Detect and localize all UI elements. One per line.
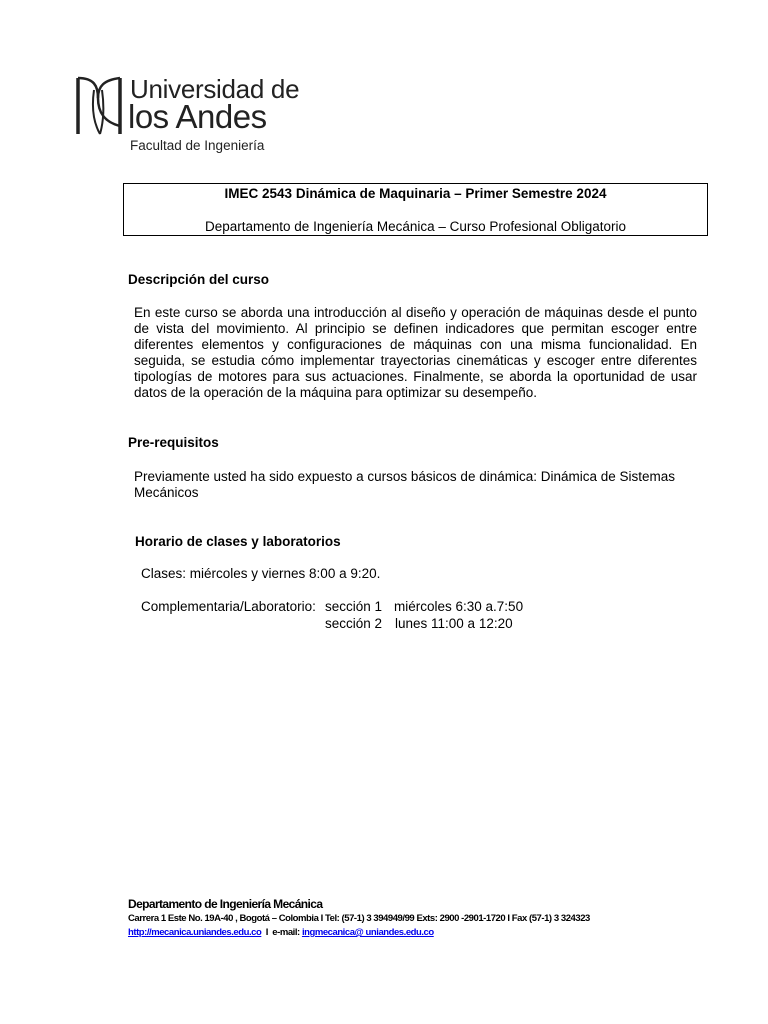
lab-section-2: sección 2 [325,616,383,631]
lab-section-1-time: miércoles 6:30 a.7:50 [394,599,524,614]
lab-section-1: sección 1 [325,599,383,614]
logo-university-name: Universidad de [130,74,300,104]
footer-email-link[interactable]: ingmecanica@ uniandes.edu.co [301,927,434,938]
uniandes-shield-icon [74,76,124,136]
description-text: En este curso se aborda una introducción al diseño y operación de máquinas desde el punto de vista del movimiento. Al principio se definen indicadores que permitan escoger entre diferentes elementos y configuraciones de máquinas con una misma funcionalidad. En seguida, se estudia cómo implementar trayectorias cinemáticas y escoger entre diferentes tipologías de motores para sus actuaciones. Finalmente, se aborda la oportunidad de usar datos de la operación de la máquina para optimizar su desempeño. [134,305,697,400]
footer-address: Carrera 1 Este No. 19A-40 , Bogotá – Colombia I Tel: (57-1) 3 394949/99 Exts: 2900 -2901-1720 I Fax (57-1) 3 324323 [128,913,590,924]
logo-faculty: Facultad de Ingeniería [130,138,265,153]
prerequisites-heading: Pre-requisitos [128,435,219,450]
logo-los-andes: los Andes [128,98,267,135]
course-department: Departamento de Ingeniería Mecánica – Curso Profesional Obligatorio [205,219,626,234]
footer-website-link[interactable]: http://mecanica.uniandes.edu.co [128,927,262,938]
course-title: IMEC 2543 Dinámica de Maquinaria – Primer Semestre 2024 [224,186,607,201]
description-heading: Descripción del curso [128,272,270,287]
schedule-heading: Horario de clases y laboratorios [135,534,341,549]
lab-label: Complementaria/Laboratorio: [141,599,316,614]
footer-email-label: I e-mail: [261,927,302,938]
classes-schedule: Clases: miércoles y viernes 8:00 a 9:20. [141,566,381,581]
prerequisites-text: Previamente usted ha sido expuesto a cursos básicos de dinámica: Dinámica de Sistemas Mecánicos [134,469,676,500]
lab-section-2-time: lunes 11:00 a 12:20 [395,616,513,631]
course-header-box [123,183,708,236]
footer-links [128,927,434,938]
footer-department: Departamento de Ingeniería Mecánica [128,897,323,911]
